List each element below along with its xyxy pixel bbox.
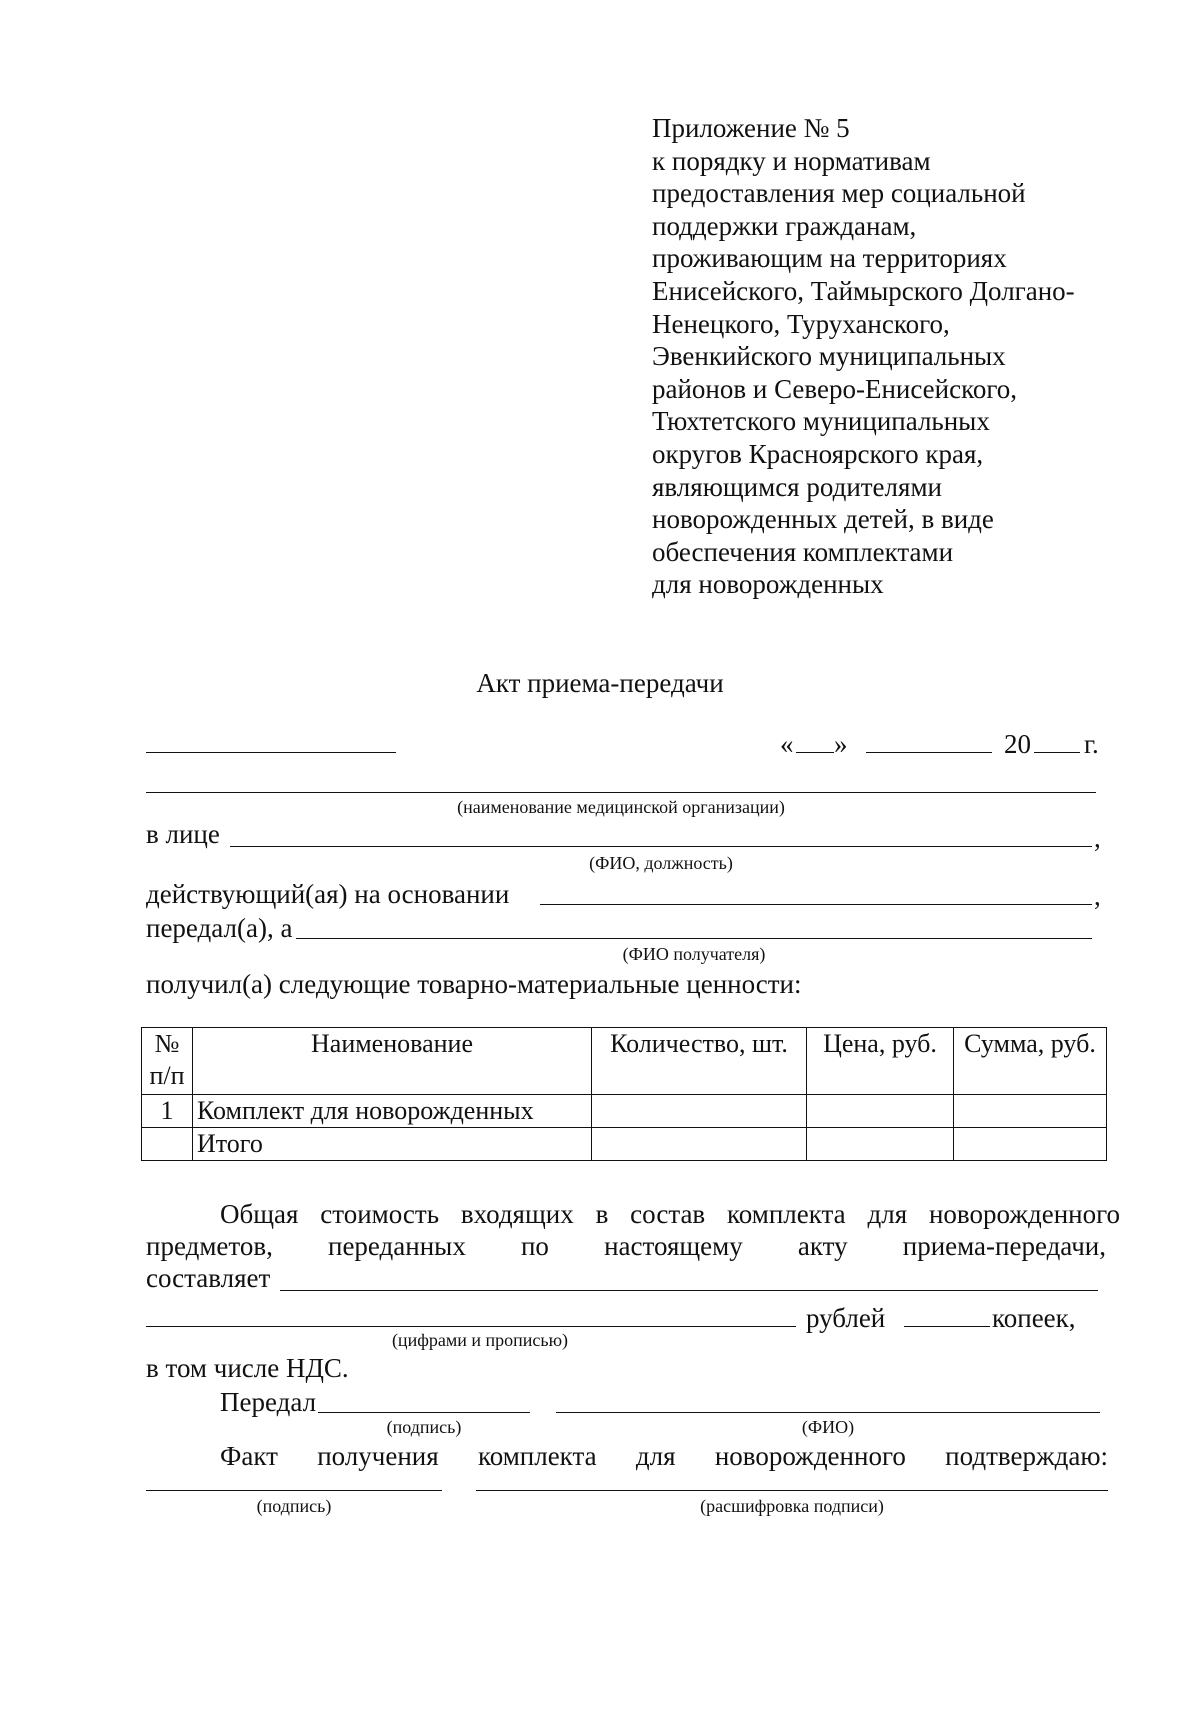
fio-caption: (ФИО) xyxy=(801,1417,855,1437)
rub-label: рублей xyxy=(806,1303,886,1333)
comma-1: , xyxy=(1094,823,1101,853)
appendix-line: Енисейского, Таймырского Долгано- xyxy=(652,275,1075,306)
appendix-line: проживающим на территориях xyxy=(652,243,1007,274)
appendix-line: Эвенкийского муниципальных xyxy=(652,341,1006,372)
appendix-line: поддержки гражданам, xyxy=(652,210,917,241)
total-line-2: предметов, переданных по настоящему акту приема-передачи, xyxy=(146,1231,1106,1261)
total-line-3: составляет xyxy=(146,1263,271,1293)
fio-position-caption: (ФИО, должность) xyxy=(589,853,733,873)
appendix-line: обеспечения комплектами xyxy=(652,536,954,567)
fio-position-field[interactable] xyxy=(230,846,1092,847)
row-name: Комплект для новорожденных xyxy=(193,1095,592,1128)
header-sum: Сумма, руб. xyxy=(954,1028,1107,1095)
table-row xyxy=(142,1095,1107,1128)
transferred-fio-field[interactable] xyxy=(556,1412,1100,1413)
document-title: Акт приема-передачи xyxy=(476,668,724,698)
signature-caption-2: (подпись) xyxy=(256,1496,332,1516)
total-line-1: Общая стоимость входящих в состав комплекта для новорожденного xyxy=(220,1199,1120,1229)
recipient-field[interactable] xyxy=(296,938,1092,939)
appendix-line: округов Красноярского края, xyxy=(652,438,984,469)
received-label: получил(а) следующие товарно-материальные ценности: xyxy=(146,969,802,999)
amount-field-2[interactable] xyxy=(146,1326,796,1327)
basis-field[interactable] xyxy=(540,904,1092,905)
row-qty-cell[interactable] xyxy=(592,1095,807,1128)
appendix-block xyxy=(652,112,1192,601)
appendix-line: Приложение № 5 xyxy=(652,113,850,143)
comma-2: , xyxy=(1094,881,1101,911)
recipient-caption: (ФИО получателя) xyxy=(622,944,766,964)
appendix-line: для новорожденных xyxy=(652,569,884,600)
in-person-label: в лице xyxy=(146,819,220,849)
appendix-line: районов и Северо-Енисейского, xyxy=(652,373,1017,404)
appendix-line: к порядку и нормативам xyxy=(652,145,931,176)
total-price-cell[interactable] xyxy=(807,1128,954,1161)
row-no: 1 xyxy=(142,1095,193,1128)
vat-label: в том числе НДС. xyxy=(146,1353,349,1383)
amount-field[interactable] xyxy=(280,1290,1098,1291)
signature-decode-caption: (расшифровка подписи) xyxy=(700,1496,884,1516)
appendix-line: предоставления мер социальной xyxy=(652,178,1026,209)
appendix-line: являющимся родителями xyxy=(652,471,942,502)
transferred-label: передал(а), а xyxy=(146,913,293,943)
kop-label: копеек, xyxy=(992,1303,1076,1333)
row-no xyxy=(142,1128,193,1161)
receiver-decode-field[interactable] xyxy=(476,1490,1108,1491)
receiver-signature-field[interactable] xyxy=(146,1490,442,1491)
signature-caption: (подпись) xyxy=(386,1417,462,1437)
date-close-quote: » xyxy=(834,729,848,759)
place-field[interactable] xyxy=(146,752,396,753)
total-sum-cell[interactable] xyxy=(954,1128,1107,1161)
kop-field[interactable] xyxy=(904,1326,990,1327)
confirm-text: Факт получения комплекта для новорожденного подтверждаю: xyxy=(220,1441,1108,1471)
goods-table xyxy=(141,1027,1107,1161)
date-year-suffix: г. xyxy=(1084,729,1099,759)
appendix-line: Ненецкого, Туруханского, xyxy=(652,308,950,339)
date-open-quote: « xyxy=(780,729,794,759)
header-price: Цена, руб. xyxy=(807,1028,954,1095)
row-price-cell[interactable] xyxy=(807,1095,954,1128)
appendix-line: новорожденных детей, в виде xyxy=(652,504,994,535)
digits-words-caption: (цифрами и прописью) xyxy=(391,1330,569,1350)
row-sum-cell[interactable] xyxy=(954,1095,1107,1128)
organization-field[interactable] xyxy=(146,792,1096,793)
transferred-by-label: Передал xyxy=(220,1387,317,1417)
date-year-prefix: 20 xyxy=(1004,729,1031,759)
date-year-field[interactable] xyxy=(1034,752,1080,753)
appendix-line: Тюхтетского муниципальных xyxy=(652,406,990,437)
header-no: № п/п xyxy=(142,1028,193,1095)
header-name: Наименование xyxy=(193,1028,592,1095)
date-day-field[interactable] xyxy=(796,752,834,753)
date-month-field[interactable] xyxy=(866,752,992,753)
organization-caption: (наименование медицинской организации) xyxy=(457,797,785,817)
acting-basis-label: действующий(ая) на основании xyxy=(146,879,510,909)
row-name: Итого xyxy=(193,1128,592,1161)
header-qty: Количество, шт. xyxy=(592,1028,807,1095)
table-row-total xyxy=(142,1128,1107,1161)
total-qty-cell[interactable] xyxy=(592,1128,807,1161)
transferred-signature-field[interactable] xyxy=(318,1412,530,1413)
table-header-row xyxy=(142,1028,1107,1095)
